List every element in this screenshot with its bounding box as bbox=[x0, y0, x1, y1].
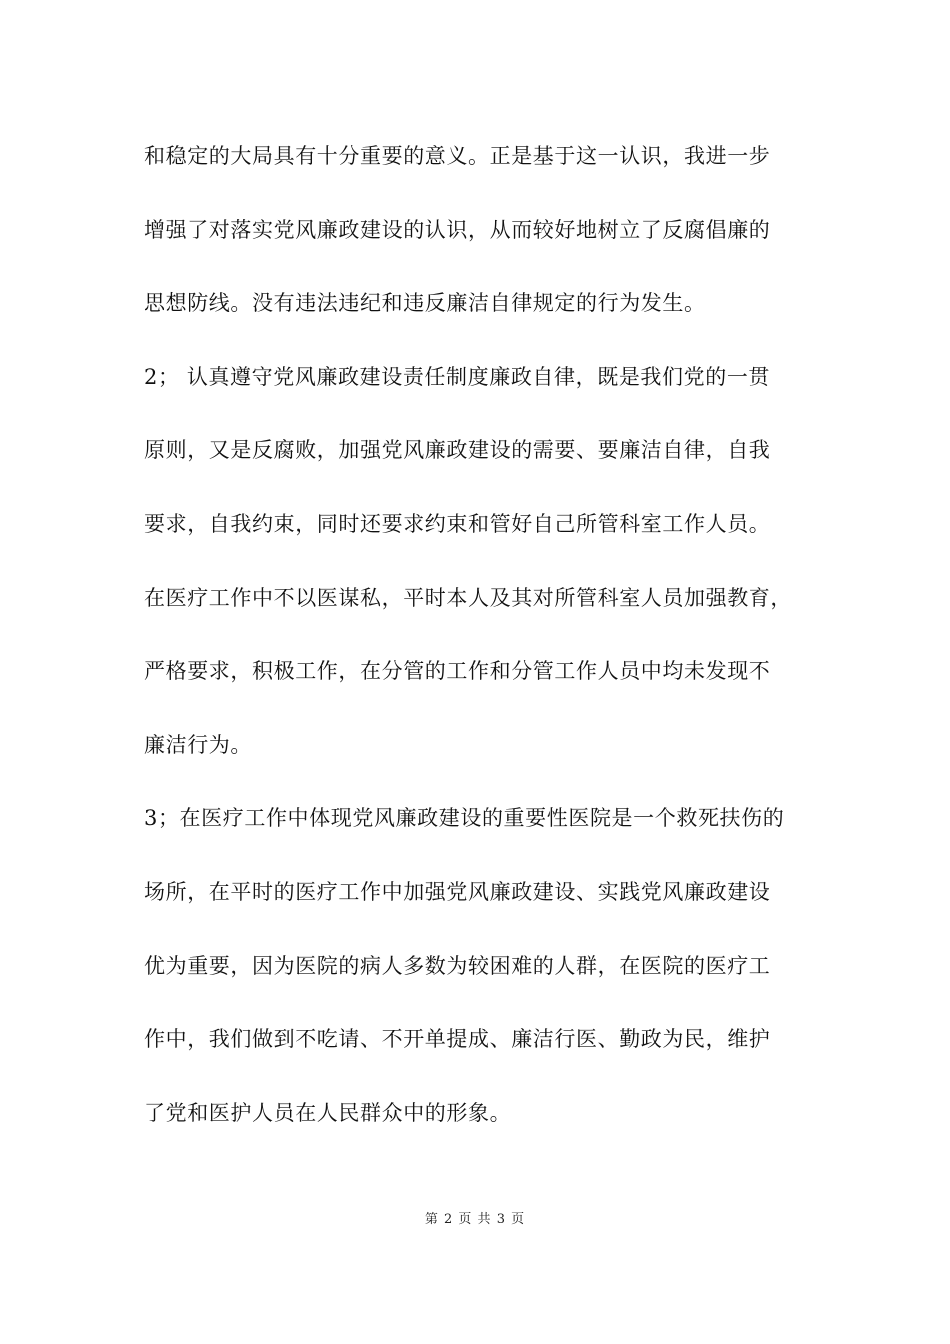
text-line: 和稳定的大局具有十分重要的意义。正是基于这一认识，我进一步 bbox=[144, 144, 771, 168]
text-line: 3；在医疗工作中体现党风廉政建设的重要性医院是一个救死扶伤的 bbox=[144, 806, 785, 831]
text-line: 作中，我们做到不吃请、不开单提成、廉洁行医、勤政为民，维护 bbox=[144, 1027, 771, 1052]
text-line: 优为重要，因为医院的病人多数为较困难的人群，在医院的医疗工 bbox=[144, 953, 771, 978]
text-line: 严格要求，积极工作，在分管的工作和分管工作人员中均未发现不 bbox=[144, 659, 771, 684]
text-line: 2； 认真遵守党风廉政建设责任制度廉政自律，既是我们党的一贯 bbox=[144, 364, 771, 389]
body-text bbox=[144, 136, 824, 1166]
text-line: 了党和医护人员在人民群众中的形象。 bbox=[144, 1100, 512, 1125]
text-line: 思想防线。没有违法违纪和违反廉洁自律规定的行为发生。 bbox=[144, 291, 706, 316]
page-number-label: 第 2 页 共 3 页 bbox=[424, 1212, 526, 1227]
text-line: 场所，在平时的医疗工作中加强党风廉政建设、实践党风廉政建设 bbox=[144, 879, 771, 904]
text-line: 廉洁行为。 bbox=[144, 732, 252, 757]
text-line: 原则，又是反腐败，加强党风廉政建设的需要、要廉洁自律，自我 bbox=[144, 438, 771, 463]
page-number-footer bbox=[0, 1208, 950, 1227]
text-line: 增强了对落实党风廉政建设的认识，从而较好地树立了反腐倡廉的 bbox=[144, 217, 771, 242]
text-line: 要求，自我约束，同时还要求约束和管好自己所管科室工作人员。 bbox=[144, 511, 771, 536]
text-line: 在医疗工作中不以医谋私，平时本人及其对所管科室人员加强教育， bbox=[144, 585, 792, 610]
